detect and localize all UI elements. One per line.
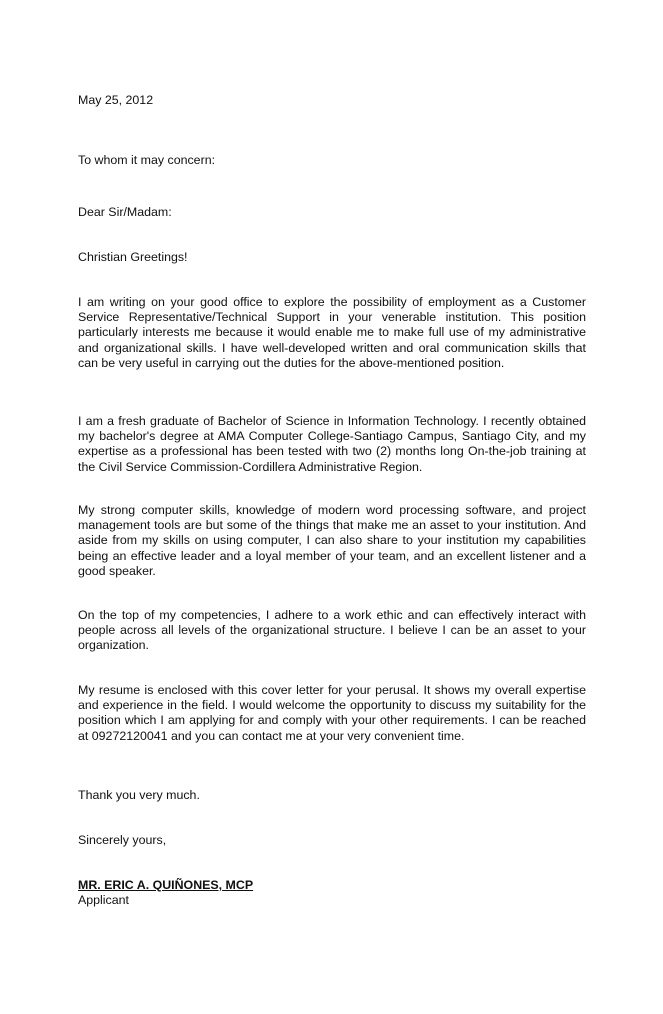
letter-thanks: Thank you very much. (78, 788, 200, 802)
letter-recipient: To whom it may concern: (78, 153, 216, 167)
letter-greeting: Christian Greetings! (78, 250, 188, 264)
letter-closing: Sincerely yours, (78, 833, 167, 847)
body-paragraph-2: I am a fresh graduate of Bachelor of Science in Information Technology. I recently obtained my bachelor's degree at AMA Computer College-Santiago Campus, Santiago City, and my expertise as a professional has been tested with two (2) months long On-the-job training at the Civil Service Commission-Cordillera Administrative Region. (78, 414, 586, 474)
body-paragraph-1: I am writing on your good office to explore the possibility of employment as a Customer Service Representative/Technical Support in your venerable institution. This position particularly interests me because it would enable me to make full use of my administrative and organizational skills. I have well-developed written and oral communication skills that can be very useful in carrying out the duties for the above-mentioned position. (78, 295, 586, 370)
letter-salutation: Dear Sir/Madam: (78, 205, 172, 219)
body-paragraph-5: My resume is enclosed with this cover letter for your perusal. It shows my overall expertise and experience in the field. I would welcome the opportunity to discuss my suitability for the position which I am applying for and comply with your other requirements. I can be reached at 09272120041 and you can contact me at your very convenient time. (78, 683, 586, 743)
letter-date: May 25, 2012 (78, 93, 154, 107)
body-paragraph-3: My strong computer skills, knowledge of modern word processing software, and project management tools are but some of the things that make me an asset to your institution. And aside from my skills on using computer, I can also share to your institution my capabilities being an effective leader and a loyal member of your team, and an excellent listener and a good speaker. (78, 503, 586, 578)
body-paragraph-4: On the top of my competencies, I adhere to a work ethic and can effectively interact with people across all levels of the organizational structure. I believe I can be an asset to your organization. (78, 608, 586, 653)
signature-name: MR. ERIC A. QUIÑONES, MCP (78, 878, 254, 892)
signature-title: Applicant (78, 893, 129, 907)
